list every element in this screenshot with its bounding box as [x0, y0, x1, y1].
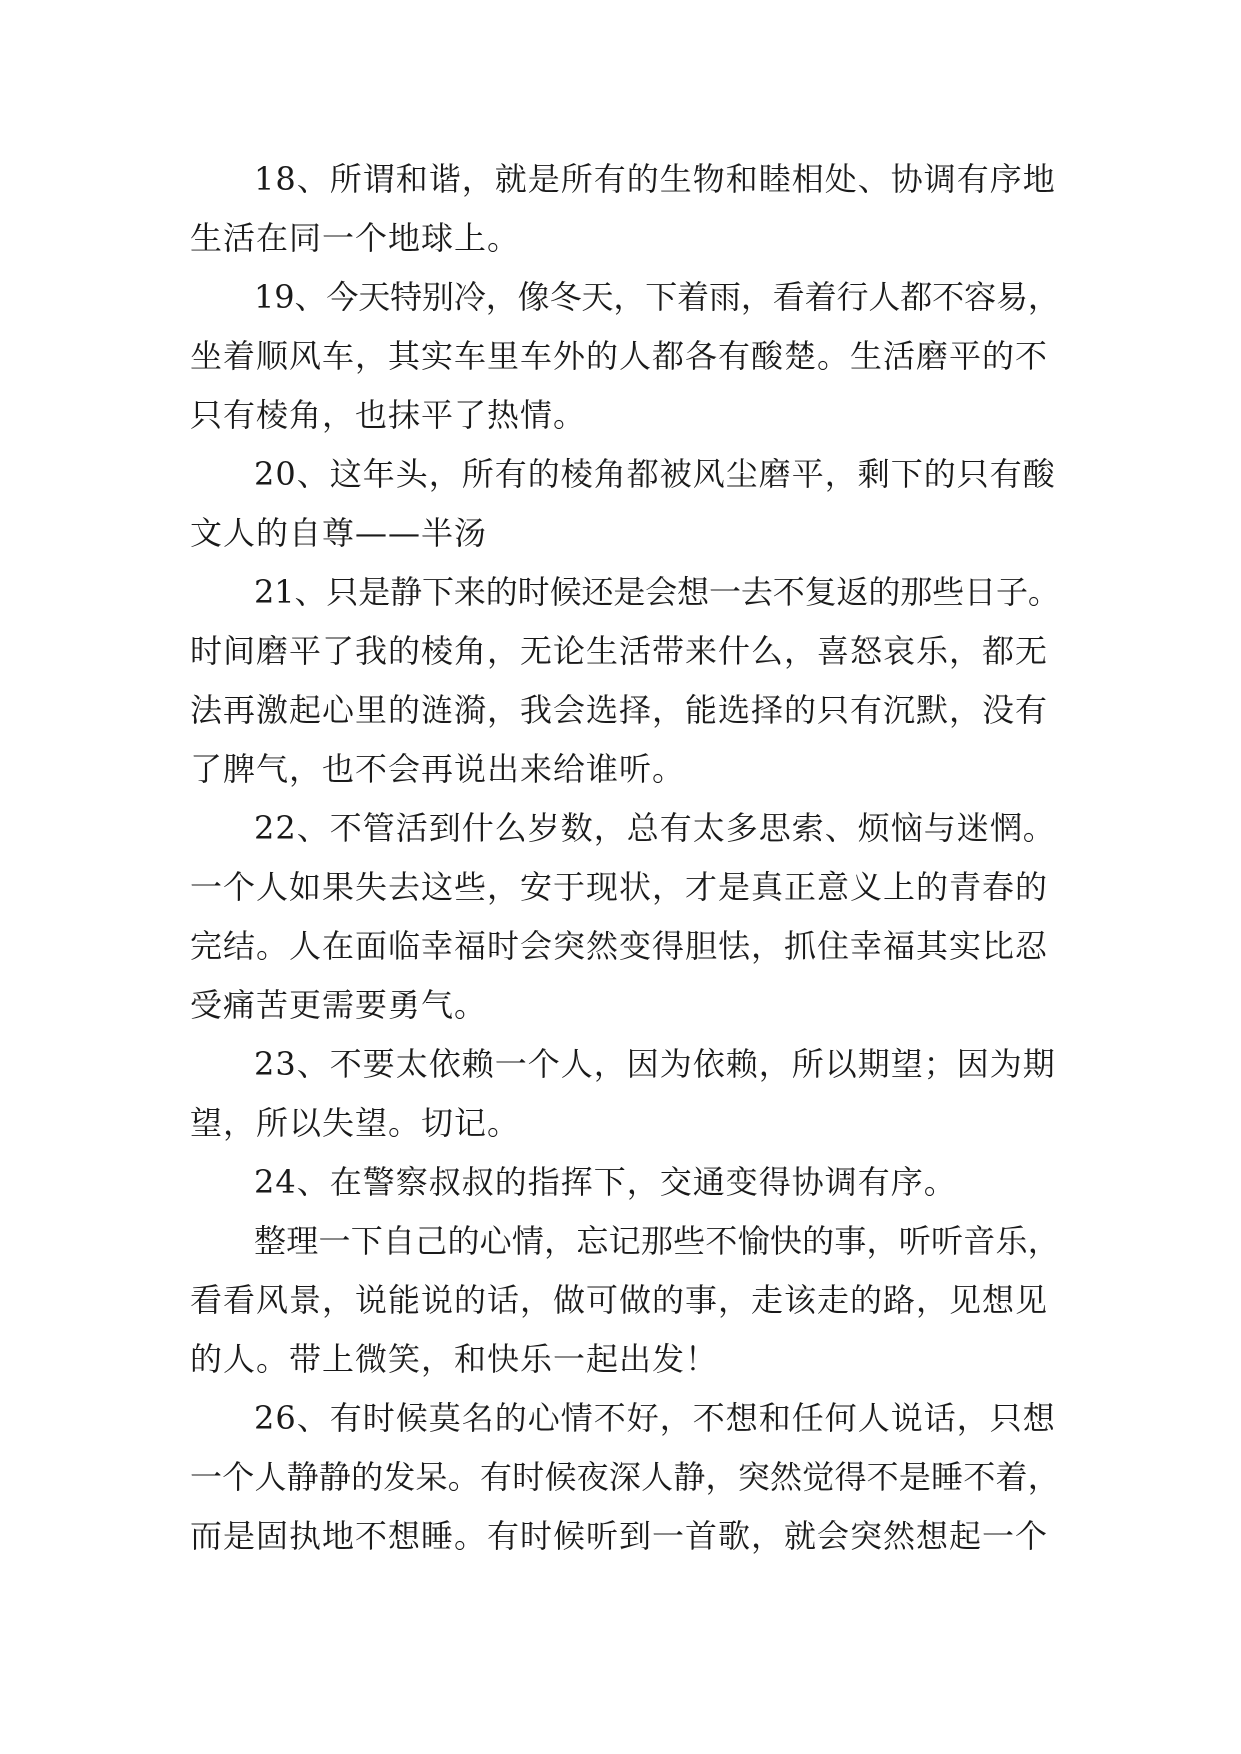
- text-line: 24、在警察叔叔的指挥下，交通变得协调有序。: [254, 1163, 957, 1201]
- text-line: 21、只是静下来的时候还是会想一去不复返的那些日子。: [254, 573, 1060, 611]
- text-line: 生活在同一个地球上。: [190, 219, 521, 257]
- text-line: 了脾气，也不会再说出来给谁听。: [190, 750, 686, 788]
- text-line: 26、有时候莫名的心情不好，不想和任何人说话，只想: [254, 1399, 1056, 1437]
- text-line: 20、这年头，所有的棱角都被风尘磨平，剩下的只有酸: [254, 455, 1056, 493]
- text-line: 整理一下自己的心情，忘记那些不愉快的事，听听音乐，: [254, 1222, 1061, 1260]
- text-line: 23、不要太依赖一个人，因为依赖，所以期望；因为期: [254, 1045, 1056, 1083]
- text-line: 而是固执地不想睡。有时候听到一首歌，就会突然想起一个: [190, 1517, 1049, 1555]
- text-line: 18、所谓和谐，就是所有的生物和睦相处、协调有序地: [254, 160, 1056, 198]
- text-line: 受痛苦更需要勇气。: [190, 986, 488, 1024]
- text-line: 的人。带上微笑，和快乐一起出发！: [190, 1340, 719, 1378]
- text-line: 22、不管活到什么岁数，总有太多思索、烦恼与迷惘。: [254, 809, 1056, 847]
- text-line: 一个人如果失去这些，安于现状，才是真正意义上的青春的: [190, 868, 1049, 906]
- text-line: 19、今天特别冷，像冬天，下着雨，看着行人都不容易，: [254, 278, 1060, 316]
- body-text: [190, 150, 1060, 1566]
- text-line: 看看风景，说能说的话，做可做的事，走该走的路，见想见: [190, 1281, 1049, 1319]
- text-line: 只有棱角，也抹平了热情。: [190, 396, 587, 434]
- text-line: 一个人静静的发呆。有时候夜深人静，突然觉得不是睡不着，: [190, 1458, 1061, 1496]
- text-line: 完结。人在面临幸福时会突然变得胆怯，抓住幸福其实比忍: [190, 927, 1049, 965]
- text-line: 文人的自尊——半汤: [190, 514, 488, 552]
- text-line: 坐着顺风车，其实车里车外的人都各有酸楚。生活磨平的不: [190, 337, 1049, 375]
- text-line: 时间磨平了我的棱角，无论生活带来什么，喜怒哀乐，都无: [190, 632, 1049, 670]
- text-line: 法再激起心里的涟漪，我会选择，能选择的只有沉默，没有: [190, 691, 1049, 729]
- text-line: 望，所以失望。切记。: [190, 1104, 521, 1142]
